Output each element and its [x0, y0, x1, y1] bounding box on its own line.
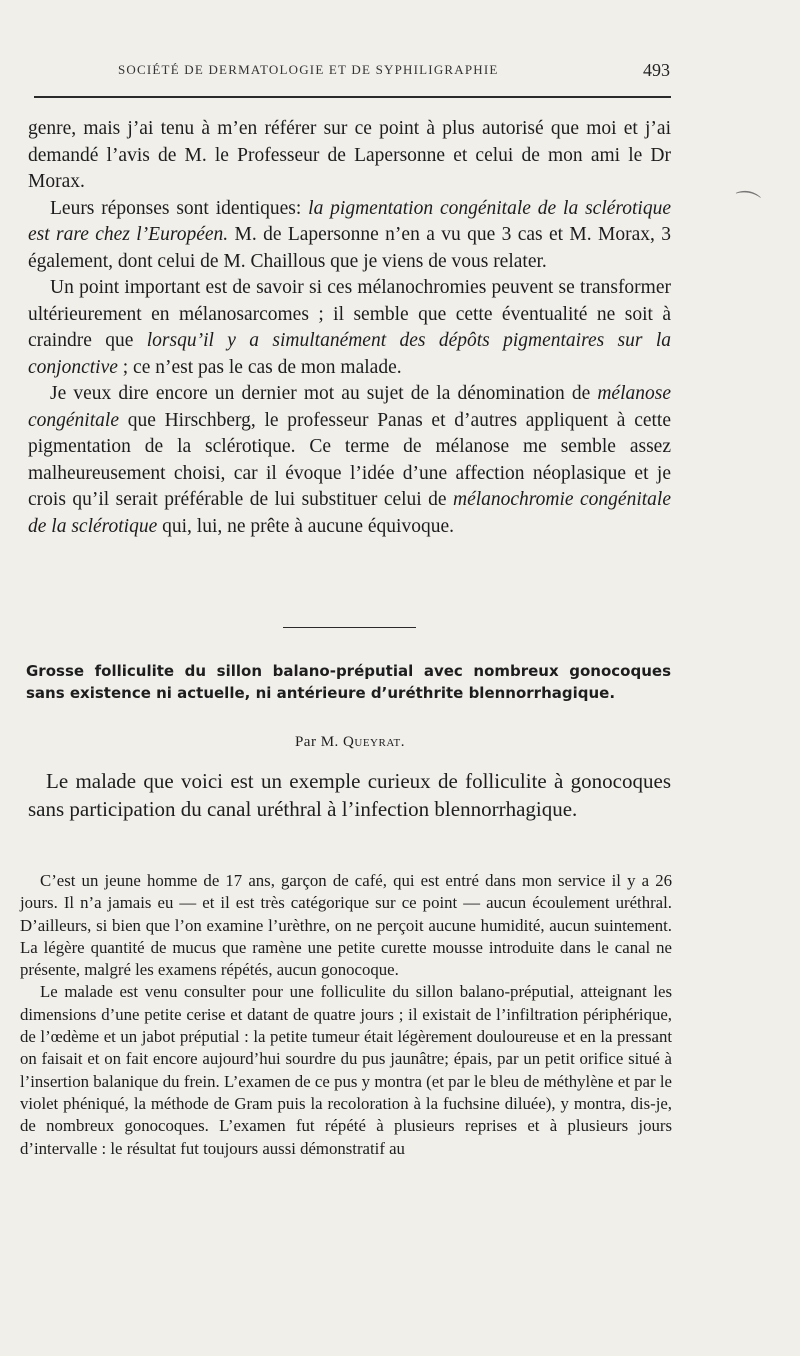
italic-term: mélanose congénitale [28, 383, 671, 431]
italic-quote: la pigmentation congénitale de la sclérotique est rare chez l’Européen. [28, 197, 671, 245]
paragraph: Leurs réponses sont identiques: la pigmentation congénitale de la sclérotique est rare chez l’Européen. M. de Lapersonne n’en a vu que 3 cas et M. Morax, 3 également, dont celui de M. Chaillous que je viens de vous relater. [28, 197, 671, 272]
italic-quote: lorsqu’il y a simultanément des dépôts pigmentaires sur la conjonctive [28, 330, 671, 378]
page-header [30, 62, 670, 86]
paragraph: Le malade est venu consulter pour une folliculite du sillon balano-préputial, atteignant les dimensions d’une petite cerise et datant de quatre jours ; il existait de l’infiltration périphérique, de l’œdème et un jabot préputial : la petite tumeur était légèrement douloureuse et en la pressant on faisait et on fait encore aujourd’hui sourdre du pus jaunâtre; épais, par un petit orifice situé à l’insertion balanique du frein. L’examen de ce pus y montra (et par le bleu de méthylène et par le violet phéniqué, la méthode de Gram puis la recoloration à la fuchsine diluée), y montra, dis-je, de nombreux gonocoques. L’examen fut répété à plusieurs reprises et à plusieurs jours d’intervalle : le résultat fut toujours aussi démonstratif au [20, 982, 672, 1158]
paragraph: genre, mais j’ai tenu à m’en référer sur ce point à plus autorisé que moi et j’ai demandé l’avis de M. le Professeur de Lapersonne et celui de mon ami le Dr Morax. [28, 118, 671, 192]
running-head: SOCIÉTÉ DE DERMATOLOGIE ET DE SYPHILIGRAPHIE [118, 62, 499, 77]
margin-pencil-mark: ⌒ [731, 187, 762, 222]
paragraph: Un point important est de savoir si ces mélanochromies peuvent se transformer ultérieurement en mélanosarcomes ; il semble que cette éventualité ne soit à craindre que lorsqu’il y a simultanément des dépôts pigmentaires sur la conjonctive ; ce n’est pas le cas de mon malade. [28, 277, 671, 378]
case-report-text [20, 870, 672, 1160]
paragraph: C’est un jeune homme de 17 ans, garçon de café, qui est entré dans mon service il y a 26 jours. Il n’a jamais eu — et il est très catégorique sur ce point — aucun écoulement uréthral. D’ailleurs, si bien que l’on examine l’urèthre, on ne perçoit aucune humidité, aucun suintement. La légère quantité de mucus que ramène une petite curette mousse introduite dans le canal ne présente, malgré les examens répétés, aucun gonocoque. [20, 871, 672, 980]
paragraph: Je veux dire encore un dernier mot au sujet de la dénomination de mélanose congénitale que Hirschberg, le professeur Panas et d’autres appliquent à cette pigmentation de la sclérotique. Ce terme de mélanose me semble assez malheureusement choisi, car il évoque l’idée d’une affection néoplasique et je crois qu’il serait préférable de lui substituer celui de mélanochromie congénitale de la sclérotique qui, lui, ne prête à aucune équivoque. [28, 383, 671, 537]
author-name: Queyrat. [343, 734, 406, 750]
byline: Par M. Queyrat. [294, 734, 406, 750]
previous-article-text [28, 116, 671, 540]
page-number: 493 [643, 60, 670, 80]
header-rule [34, 96, 671, 98]
section-separator [283, 627, 416, 628]
article-title: Grosse folliculite du sillon balano-préputial avec nombreux gonocoques sans existence ni actuelle, ni antérieure d’uréthrite blennorrhagique. [26, 662, 671, 702]
lead-paragraph: Le malade que voici est un exemple curieux de folliculite à gonocoques sans participation du canal uréthral à l’infection blennorrhagique. [28, 769, 671, 821]
italic-term: mélanochromie congénitale de la sclérotique [28, 489, 671, 537]
